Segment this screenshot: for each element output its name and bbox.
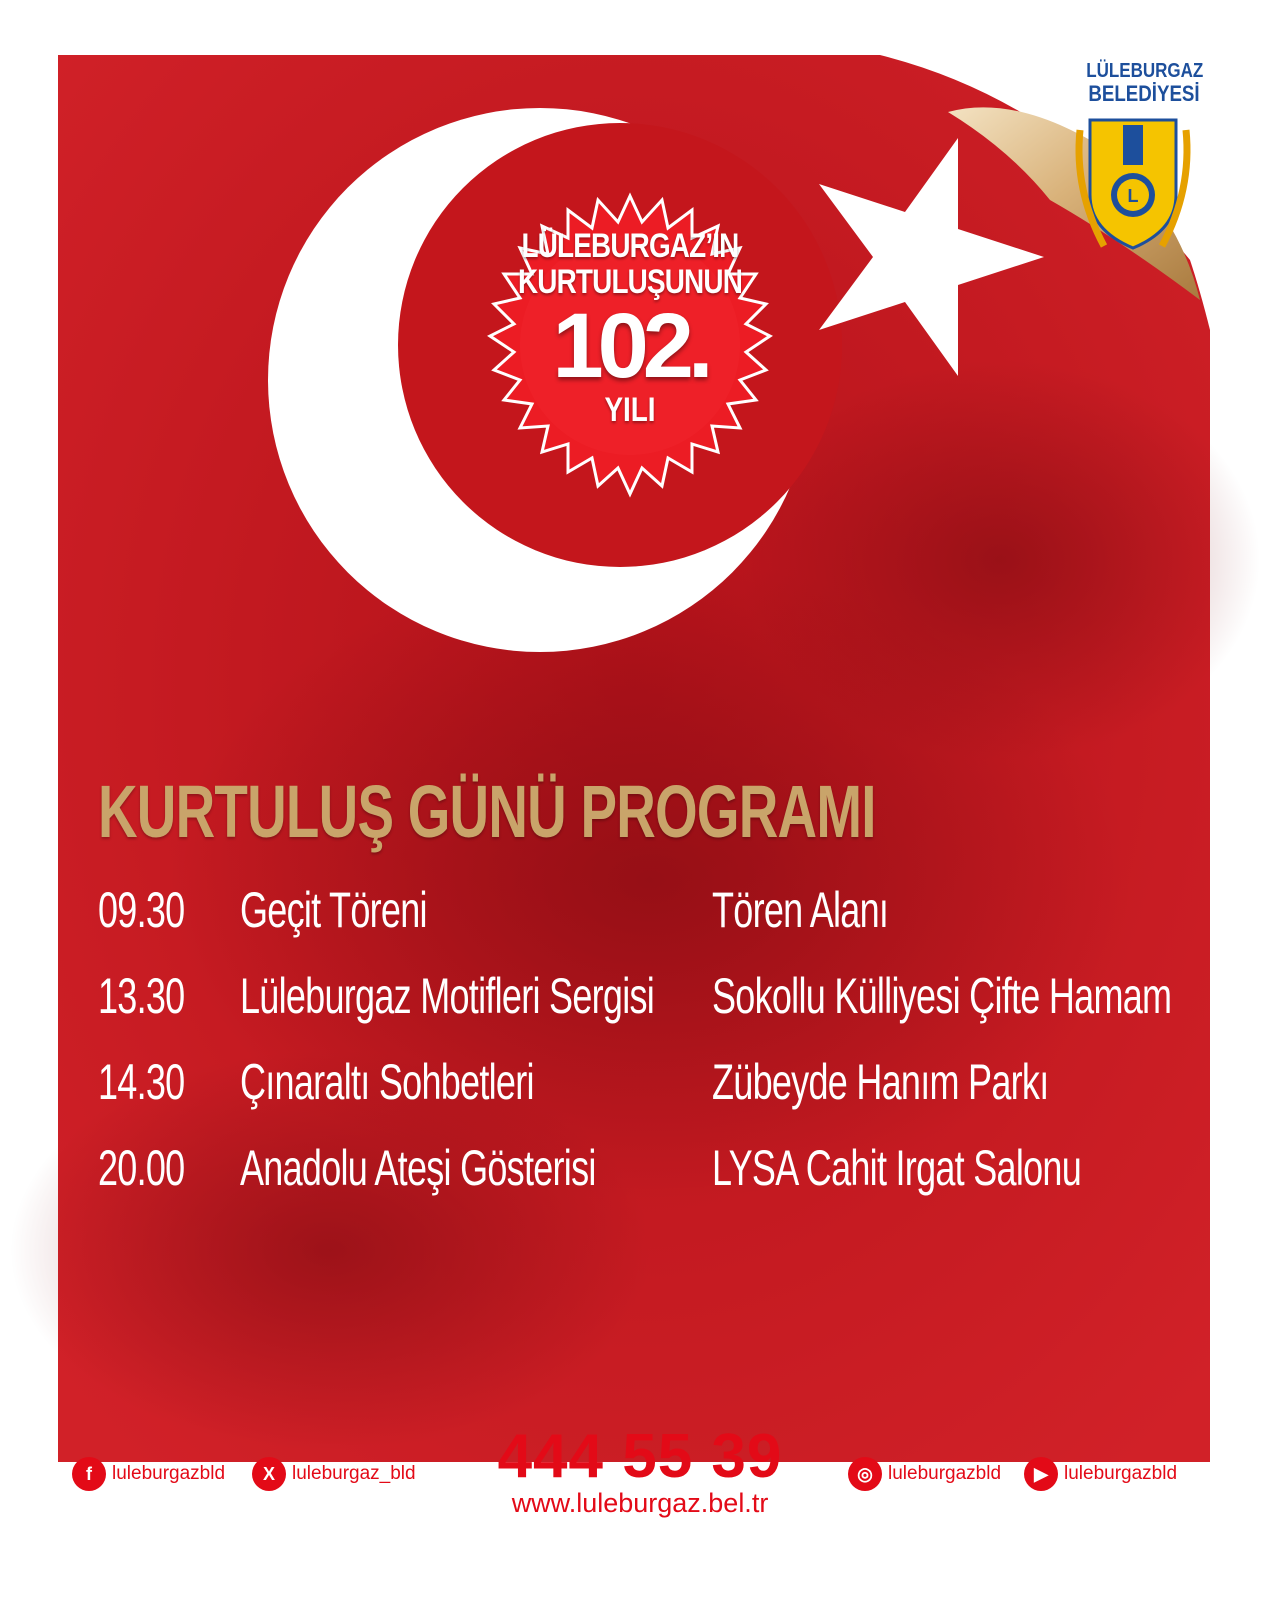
program-time: 14.30 <box>98 1054 185 1110</box>
program-row <box>98 1133 1238 1203</box>
program-event: Anadolu Ateşi Gösterisi <box>240 1140 596 1196</box>
program-time: 13.30 <box>98 968 185 1024</box>
program-place: Tören Alanı <box>712 882 889 938</box>
facebook-handle: luleburgazbld <box>112 1463 226 1484</box>
program-event: Lüleburgaz Motifleri Sergisi <box>240 968 655 1024</box>
x-link[interactable] <box>252 1456 416 1492</box>
program-place: Sokollu Külliyesi Çifte Hamam <box>712 968 1172 1024</box>
badge-line-2: KURTULUŞUNUN <box>517 263 743 301</box>
program-place: LYSA Cahit Irgat Salonu <box>712 1140 1082 1196</box>
program-title: KURTULUŞ GÜNÜ PROGRAMI <box>98 770 876 853</box>
program-event: Çınaraltı Sohbetleri <box>240 1054 534 1110</box>
program-time: 09.30 <box>98 882 185 938</box>
facebook-icon: f <box>72 1457 106 1491</box>
program-event: Geçit Töreni <box>240 882 427 938</box>
program-time: 20.00 <box>98 1140 185 1196</box>
logo-line-2: BELEDİYESİ <box>1088 81 1200 106</box>
website-link[interactable]: www.luleburgaz.bel.tr <box>511 1488 769 1518</box>
svg-text:L: L <box>1127 186 1139 206</box>
youtube-handle: luleburgazbld <box>1064 1463 1178 1484</box>
program-row <box>98 875 1238 945</box>
instagram-icon: ◎ <box>848 1457 882 1491</box>
x-handle: luleburgaz_bld <box>292 1463 416 1484</box>
municipality-logo-emblem <box>1079 120 1187 248</box>
phone-number[interactable]: 444 55 39 <box>497 1422 783 1491</box>
facebook-link[interactable] <box>72 1456 225 1492</box>
municipality-logo-text <box>1076 60 1212 106</box>
instagram-handle: luleburgazbld <box>888 1463 1002 1484</box>
youtube-link[interactable] <box>1024 1456 1177 1492</box>
badge-number: 102. <box>552 295 708 397</box>
badge-line-1: LÜLEBURGAZ’IN <box>521 227 739 265</box>
instagram-link[interactable] <box>848 1456 1001 1492</box>
x-icon: X <box>252 1457 286 1491</box>
youtube-icon: ▶ <box>1024 1457 1058 1491</box>
badge-line-3: YILI <box>604 391 656 429</box>
program-place: Zübeyde Hanım Parkı <box>712 1054 1049 1110</box>
program-row <box>98 1047 1238 1117</box>
logo-line-1: LÜLEBURGAZ <box>1086 60 1204 82</box>
anniversary-badge <box>490 228 770 428</box>
program-row <box>98 961 1238 1031</box>
